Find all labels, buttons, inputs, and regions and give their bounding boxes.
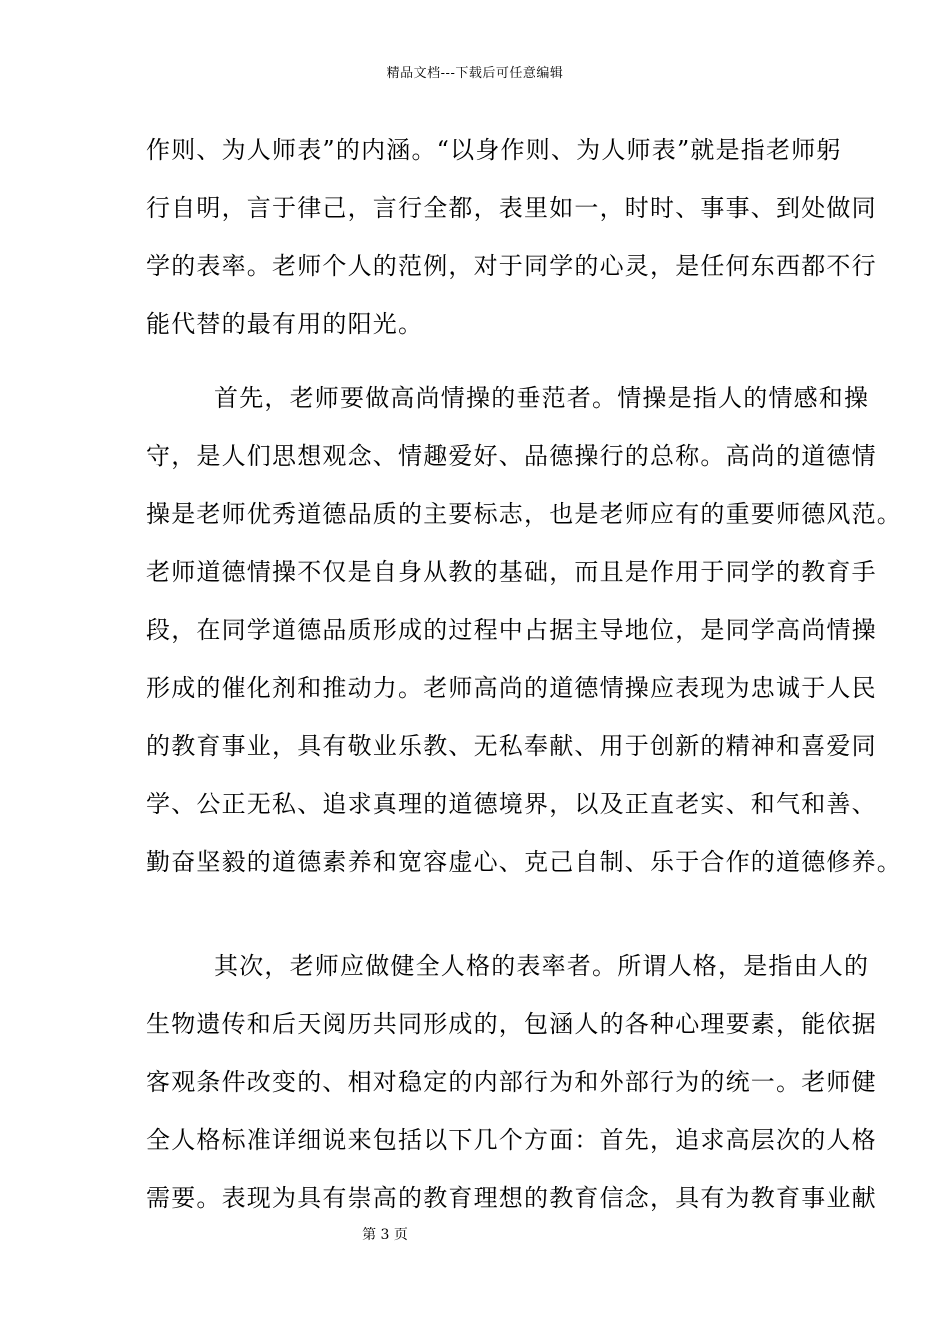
text-line: 的教育事业，具有敬业乐教、无私奉献、用于创新的精神和喜爱同	[146, 732, 877, 760]
text-line: 首先，老师要做高尚情操的垂范者。情操是指人的情感和操	[214, 384, 870, 412]
text-line: 能代替的最有用的阳光。	[146, 310, 424, 338]
paragraph-2	[146, 376, 902, 898]
text-line: 形成的催化剂和推动力。老师高尚的道德情操应表现为忠诚于人民	[146, 674, 877, 702]
text-line: 段，在同学道德品质形成的过程中占据主导地位，是同学高尚情操	[146, 616, 877, 644]
text-line: 行自明，言于律己，言行全都，表里如一，时时、事事、到处做同	[146, 194, 877, 222]
text-line: 守，是人们思想观念、情趣爱好、品德操行的总称。高尚的道德情	[146, 442, 877, 470]
document-body	[146, 128, 902, 1234]
text-line: 生物遗传和后天阅历共同形成的，包涵人的各种心理要素，能依据	[146, 1010, 877, 1038]
paragraph-3	[146, 944, 877, 1234]
text-line: 需要。表现为具有崇高的教育理想的教育信念，具有为教育事业献	[146, 1184, 877, 1212]
text-line: 作则、为人师表”的内涵。“以身作则、为人师表”就是指老师躬	[146, 136, 842, 164]
text-line: 学的表率。老师个人的范例，对于同学的心灵，是任何东西都不行	[146, 252, 877, 280]
page-header: 精品文档---下载后可任意编辑	[386, 66, 564, 81]
text-line: 学、公正无私、追求真理的道德境界，以及正直老实、和气和善、	[146, 790, 877, 818]
text-line: 勤奋坚毅的道德素养和宽容虚心、克己自制、乐于合作的道德修养。	[146, 848, 902, 876]
text-line: 老师道德情操不仅是自身从教的基础，而且是作用于同学的教育手	[146, 558, 877, 586]
text-line: 操是老师优秀道德品质的主要标志，也是老师应有的重要师德风范。	[146, 500, 902, 528]
paragraph-1	[146, 128, 877, 360]
text-line: 客观条件改变的、相对稳定的内部行为和外部行为的统一。老师健	[146, 1068, 877, 1096]
text-line: 其次，老师应做健全人格的表率者。所谓人格，是指由人的	[214, 952, 870, 980]
page-number: 第 3 页	[362, 1227, 408, 1243]
text-line: 全人格标准详细说来包括以下几个方面：首先，追求高层次的人格	[146, 1126, 877, 1154]
